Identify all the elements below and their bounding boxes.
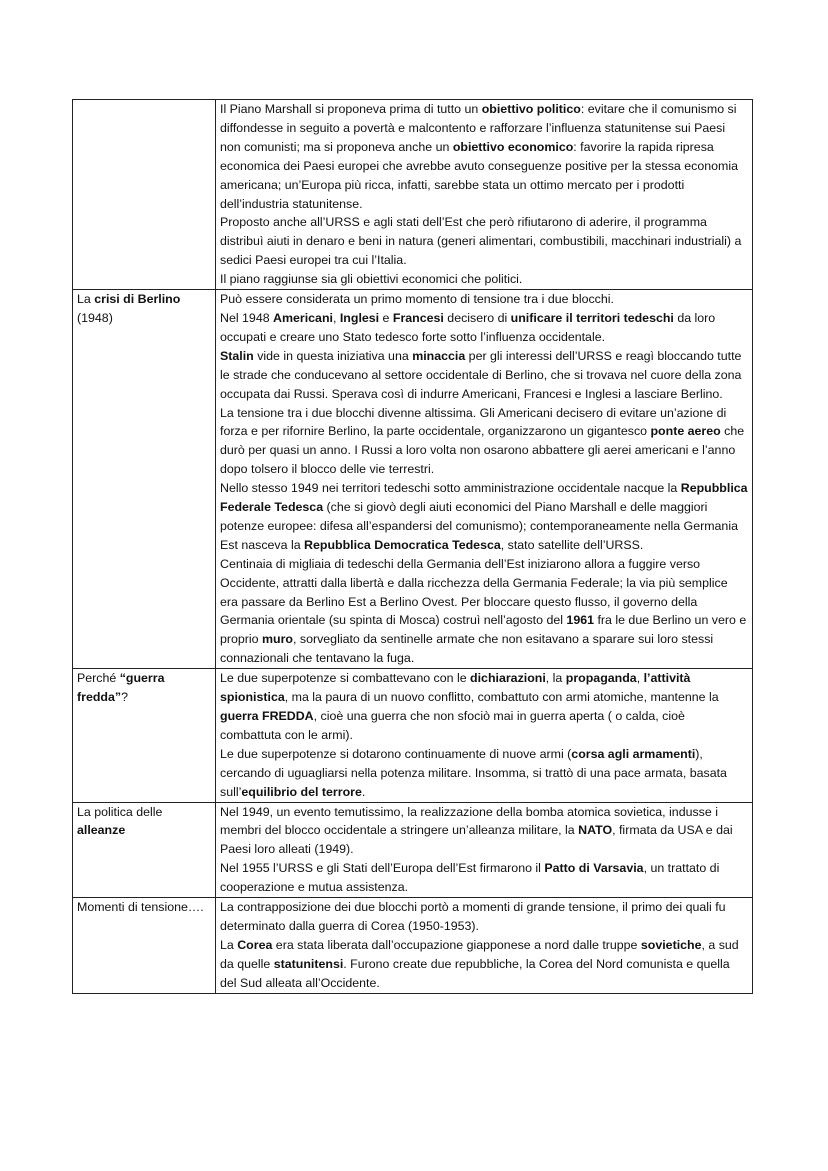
text-run: , la [545, 671, 566, 686]
paragraph [220, 270, 748, 289]
text-run: , ma la paura di un nuovo conflitto, combattuto con armi atomiche, mantenne la [284, 690, 719, 705]
row-label-cell [73, 898, 216, 994]
bold-text-run: obiettivo politico [481, 102, 581, 116]
bold-text-run: NATO [578, 823, 613, 838]
text-run: Momenti di tensione…. [77, 900, 204, 915]
notes-table [72, 99, 753, 994]
bold-text-run: Stalin [220, 348, 254, 363]
paragraph [220, 100, 748, 213]
notes-table-body [73, 100, 753, 994]
paragraph [220, 803, 748, 860]
text-run: Proposto anche all’URSS e agli stati dell’Est che però rifiutarono di aderire, il programma distribuì aiuti in denaro e beni in natura (generi alimentari, combustibili, macchinari industriali) a sedici Paesi europei tra cui l’Italia. [220, 215, 742, 268]
bold-text-run: ponte aereo [650, 424, 721, 439]
row-label-cell [73, 669, 216, 802]
text-run: fra le due Berlino un vero e proprio [220, 613, 747, 647]
row-content-cell [216, 898, 753, 994]
row-content-cell [216, 802, 753, 898]
text-run: per gli interessi dell’URSS e reagì bloccando tutte le strade che conducevano al settore occidentale di Berlino, che si trovava nel cuore della zona occupata dai Russi. Sperava così di indurre Americani, Francesi e Inglesi a lasciare Berlino. [220, 348, 742, 401]
row-label-cell [73, 100, 216, 290]
text-run: Il piano raggiunse sia gli obiettivi economici che politici. [220, 272, 523, 287]
bold-text-run: crisi di Berlino [94, 292, 181, 307]
text-run: La tensione tra i due blocchi divenne altissima. Gli Americani decisero di evitare un’azione di forza e per rifornire Berlino, la parte occidentale, organizzarono un gigantesco [220, 405, 727, 439]
text-run: , [636, 671, 644, 686]
paragraph [220, 479, 748, 555]
paragraph [220, 555, 748, 668]
bold-text-run: Patto di Varsavia [544, 861, 644, 876]
text-run: Le due superpotenze si dotarono continuamente di nuove armi ( [220, 746, 572, 761]
bold-text-run: Americani [273, 310, 333, 325]
bold-text-run: guerra FREDDA [220, 709, 314, 723]
text-run: decisero di [443, 310, 511, 325]
table-row [73, 898, 753, 994]
text-run: Le due superpotenze si combattevano con le [220, 671, 471, 686]
text-run: Perché [77, 671, 120, 686]
bold-text-run: Francesi [392, 310, 444, 325]
bold-text-run: unificare il territori tedeschi [510, 310, 674, 325]
text-run: , cioè una guerra che non sfociò mai in guerra aperta ( o calda, cioè combattuta con le armi). [220, 709, 685, 742]
paragraph [220, 404, 748, 480]
table-row [73, 669, 753, 802]
text-run: , sorvegliato da sentinelle armate che non esitavano a sparare sui loro stessi connazionali che tentavano la fuga. [220, 632, 714, 666]
bold-text-run: alleanze [77, 823, 126, 838]
text-run: Il Piano Marshall si proponeva prima di tutto un [220, 102, 482, 116]
bold-text-run: obiettivo economico [452, 139, 574, 154]
row-content-cell [216, 100, 753, 290]
text-run: Nel 1948 [220, 310, 274, 325]
row-content-cell [216, 290, 753, 669]
text-run: (1948) [77, 310, 113, 325]
bold-text-run: “guerra fredda” [77, 671, 165, 705]
text-run: , [332, 310, 340, 325]
text-run: Nel 1955 l’URSS e gli Stati dell’Europa dell’Est firmarono il [220, 861, 545, 876]
text-run: vide in questa iniziativa una [253, 348, 413, 363]
text-run: La politica delle [77, 804, 163, 819]
bold-text-run: dichiarazioni [470, 671, 546, 686]
text-run: La contrapposizione dei due blocchi portò a momenti di grande tensione, il primo dei quali fu determinato dalla guerra di Corea (1950-1953). [220, 900, 726, 933]
bold-text-run: equilibrio del terrore [241, 784, 362, 799]
bold-text-run: Repubblica Democratica Tedesca [304, 537, 501, 552]
text-run: da loro occupati e creare uno Stato tedesco forte sotto l’influenza occidentale. [220, 310, 716, 344]
text-run: Centinaia di migliaia di tedeschi della Germania dell’Est iniziarono allora a fuggire verso Occidente, attratti dalla libertà e dalla ricchezza della Germania Federale; la via più semplice era passare da Berlino Est a Berlino Ovest. Per bloccare questo flusso, il governo della Germania orientale (su spinta di Mosca) costruì nell’agosto del [220, 556, 728, 628]
table-row [73, 802, 753, 898]
row-content-cell [216, 669, 753, 802]
text-run: e [379, 310, 393, 325]
text-run: La [77, 292, 95, 307]
paragraph [220, 898, 748, 936]
bold-text-run: corsa agli armamenti [571, 746, 696, 761]
paragraph [220, 745, 748, 802]
row-label-cell [73, 802, 216, 898]
text-run: : favorire la rapida ripresa economica dei Paesi europei che avrebbe avuto conseguenze positive per la stessa economia americana; un’Europa più ricca, infatti, sarebbe stata un ottimo mercato per i prodotti dell’industria statunitense. [220, 139, 738, 211]
table-row [73, 290, 753, 669]
text-run: Nello stesso 1949 nei territori tedeschi sotto amministrazione occidentale nacque la [220, 481, 681, 496]
text-run: ? [121, 690, 128, 705]
text-run: , stato satellite dell’URSS. [500, 537, 644, 552]
paragraph [220, 859, 748, 897]
bold-text-run: muro [262, 632, 293, 647]
bold-text-run: minaccia [412, 348, 466, 363]
text-run: . [361, 784, 366, 799]
paragraph [220, 290, 748, 309]
text-run: . Furono create due repubbliche, la Corea del Nord comunista e quella del Sud alleata all’Occidente. [220, 956, 730, 990]
paragraph [220, 347, 748, 404]
table-row [73, 100, 753, 290]
text-run: : evitare che il comunismo si diffondesse in seguito a povertà e malcontento e rafforzare l’influenza statunitense sui Paesi non comunisti; ma si proponeva anche un [220, 102, 737, 154]
text-run: Può essere considerata un primo momento di tensione tra i due blocchi. [220, 292, 614, 307]
bold-text-run: statunitensi [273, 956, 344, 971]
text-run: che durò per quasi un anno. I Russi a loro volta non osarono abbattere gli aerei americani e l’anno dopo tolsero il blocco delle vie terrestri. [220, 424, 745, 477]
bold-text-run: sovietiche [640, 937, 702, 952]
row-label-cell [73, 290, 216, 669]
text-run: , firmata da USA e dai Paesi loro alleati (1949). [220, 823, 733, 857]
text-run: Nel 1949, un evento temutissimo, la realizzazione della bomba atomica sovietica, indusse i membri del blocco occidentale a stringere un’alleanza militare, la [220, 804, 718, 838]
text-run: , un trattato di cooperazione e mutua assistenza. [220, 861, 720, 895]
bold-text-run: Repubblica Federale Tedesca [220, 481, 748, 515]
bold-text-run: propaganda [565, 671, 637, 686]
paragraph [220, 936, 748, 993]
text-run: La [220, 937, 238, 952]
text-run: , a sud da quelle [220, 937, 739, 971]
bold-text-run: l’attività spionistica [220, 671, 691, 705]
bold-text-run: Inglesi [339, 310, 380, 325]
paragraph [220, 213, 748, 270]
text-run: (che si giovò degli aiuti economici del Piano Marshall e delle maggiori potenze europee: difesa all’espandersi del comunismo); contemporaneamente nella Germania Est nasceva la [220, 500, 738, 552]
text-run: ), cercando di uguagliarsi nella potenza militare. Insomma, si trattò di una pace armata, basata sull’ [220, 746, 727, 799]
bold-text-run: Corea [237, 937, 273, 952]
text-run: era stata liberata dall’occupazione giapponese a nord dalle truppe [272, 937, 641, 952]
paragraph [220, 669, 748, 745]
bold-text-run: 1961 [566, 613, 594, 628]
paragraph [220, 309, 748, 347]
